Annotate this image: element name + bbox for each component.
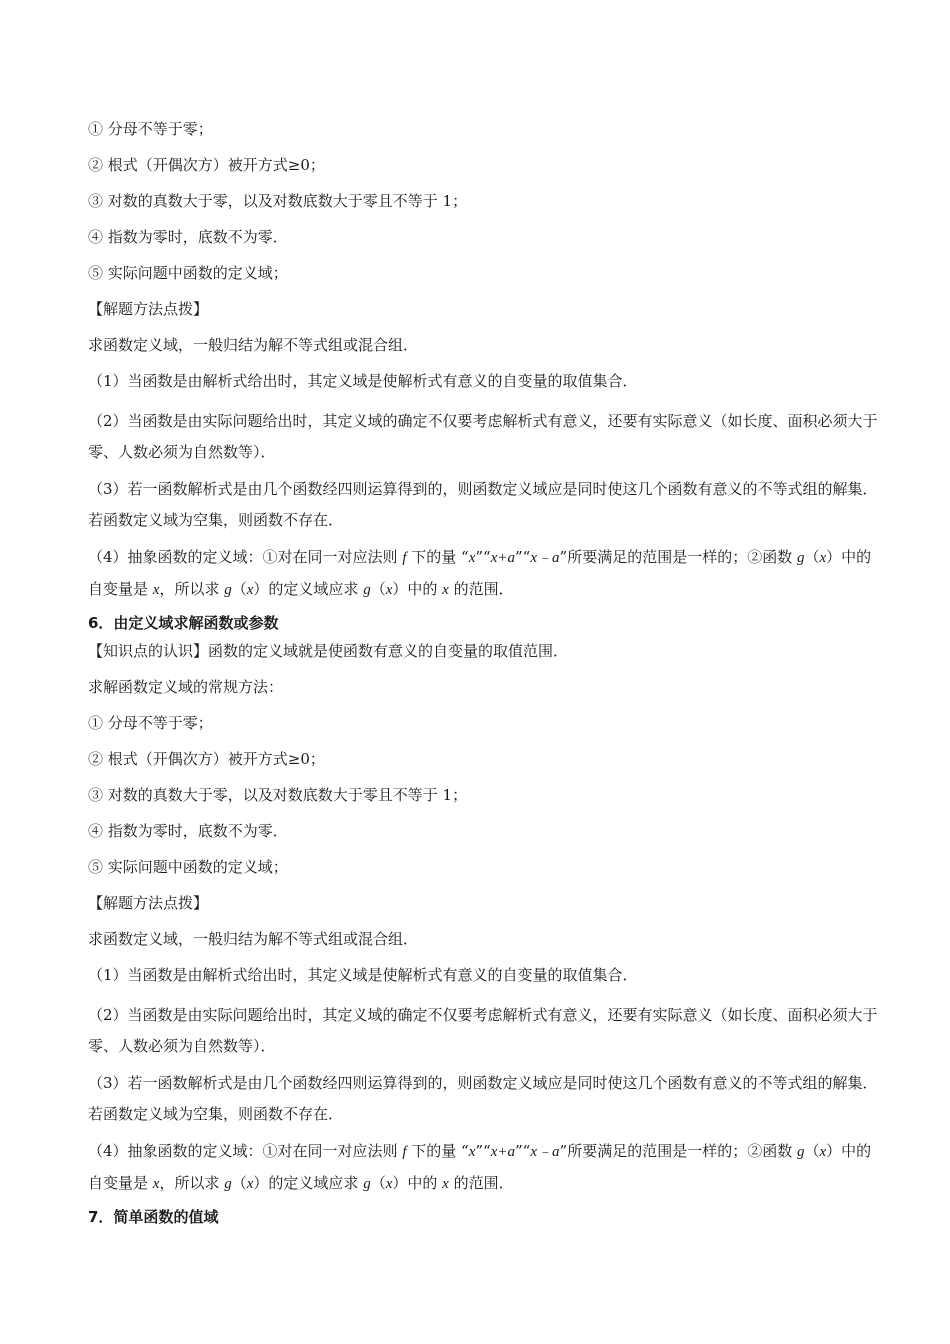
paragraph: （1）当函数是由解析式给出时，其定义域是使解析式有意义的自变量的取值集合． [88, 372, 638, 390]
list-item: ④ 指数为零时，底数不为零． [88, 228, 288, 246]
method-title: 【解题方法点拨】 [88, 894, 209, 912]
list-item: ② 根式（开偶次方）被开方式≥0； [88, 750, 325, 768]
method-intro: 求函数定义域，一般归结为解不等式组或混合组． [88, 336, 419, 354]
document-page [88, 118, 878, 1234]
list-item: ① 分母不等于零； [88, 120, 213, 138]
paragraph: （3）若一函数解析式是由几个函数经四则运算得到的，则函数定义域应是同时使这几个函数有意义的不等式组的解集．若函数定义域为空集，则函数不存在． [88, 1074, 878, 1123]
paragraph: （1）当函数是由解析式给出时，其定义域是使解析式有意义的自变量的取值集合． [88, 966, 638, 984]
list-item: ③ 对数的真数大于零，以及对数底数大于零且不等于 1； [88, 192, 468, 210]
paragraph: （2）当函数是由实际问题给出时，其定义域的确定不仅要考虑解析式有意义，还要有实际意义（如长度、面积必须大于零、人数必须为自然数等）． [88, 1006, 878, 1055]
list-item: ⑤ 实际问题中函数的定义域； [88, 858, 288, 876]
list-item: ④ 指数为零时，底数不为零． [88, 822, 288, 840]
list-item: ③ 对数的真数大于零，以及对数底数大于零且不等于 1； [88, 786, 468, 804]
paragraph-abstract-function: （4）抽象函数的定义域：①对在同一对应法则 f 下的量 “x”“x+a”“x﹣a”所要满足的范围是一样的；②函数 g（x）中的自变量是 x，所以求 g（x）的定义域应求 g（x）中的 x 的范围． [88, 1142, 872, 1192]
paragraph: （3）若一函数解析式是由几个函数经四则运算得到的，则函数定义域应是同时使这几个函数有意义的不等式组的解集．若函数定义域为空集，则函数不存在． [88, 480, 878, 529]
paragraph-abstract-function: （4）抽象函数的定义域：①对在同一对应法则 f 下的量 “x”“x+a”“x﹣a”所要满足的范围是一样的；②函数 g（x）中的自变量是 x，所以求 g（x）的定义域应求 g（x）中的 x 的范围． [88, 548, 872, 598]
list-item: ⑤ 实际问题中函数的定义域； [88, 264, 288, 282]
list-item: ① 分母不等于零； [88, 714, 213, 732]
section-heading: 7．简单函数的值域 [88, 1208, 219, 1226]
method-title: 【解题方法点拨】 [88, 300, 209, 318]
method-intro: 求函数定义域，一般归结为解不等式组或混合组． [88, 930, 419, 948]
method-common: 求解函数定义域的常规方法： [88, 678, 284, 696]
knowledge-point: 【知识点的认识】函数的定义域就是使函数有意义的自变量的取值范围． [88, 642, 569, 660]
paragraph: （2）当函数是由实际问题给出时，其定义域的确定不仅要考虑解析式有意义，还要有实际意义（如长度、面积必须大于零、人数必须为自然数等）． [88, 412, 878, 461]
section-heading: 6．由定义域求解函数或参数 [88, 614, 279, 632]
list-item: ② 根式（开偶次方）被开方式≥0； [88, 156, 325, 174]
